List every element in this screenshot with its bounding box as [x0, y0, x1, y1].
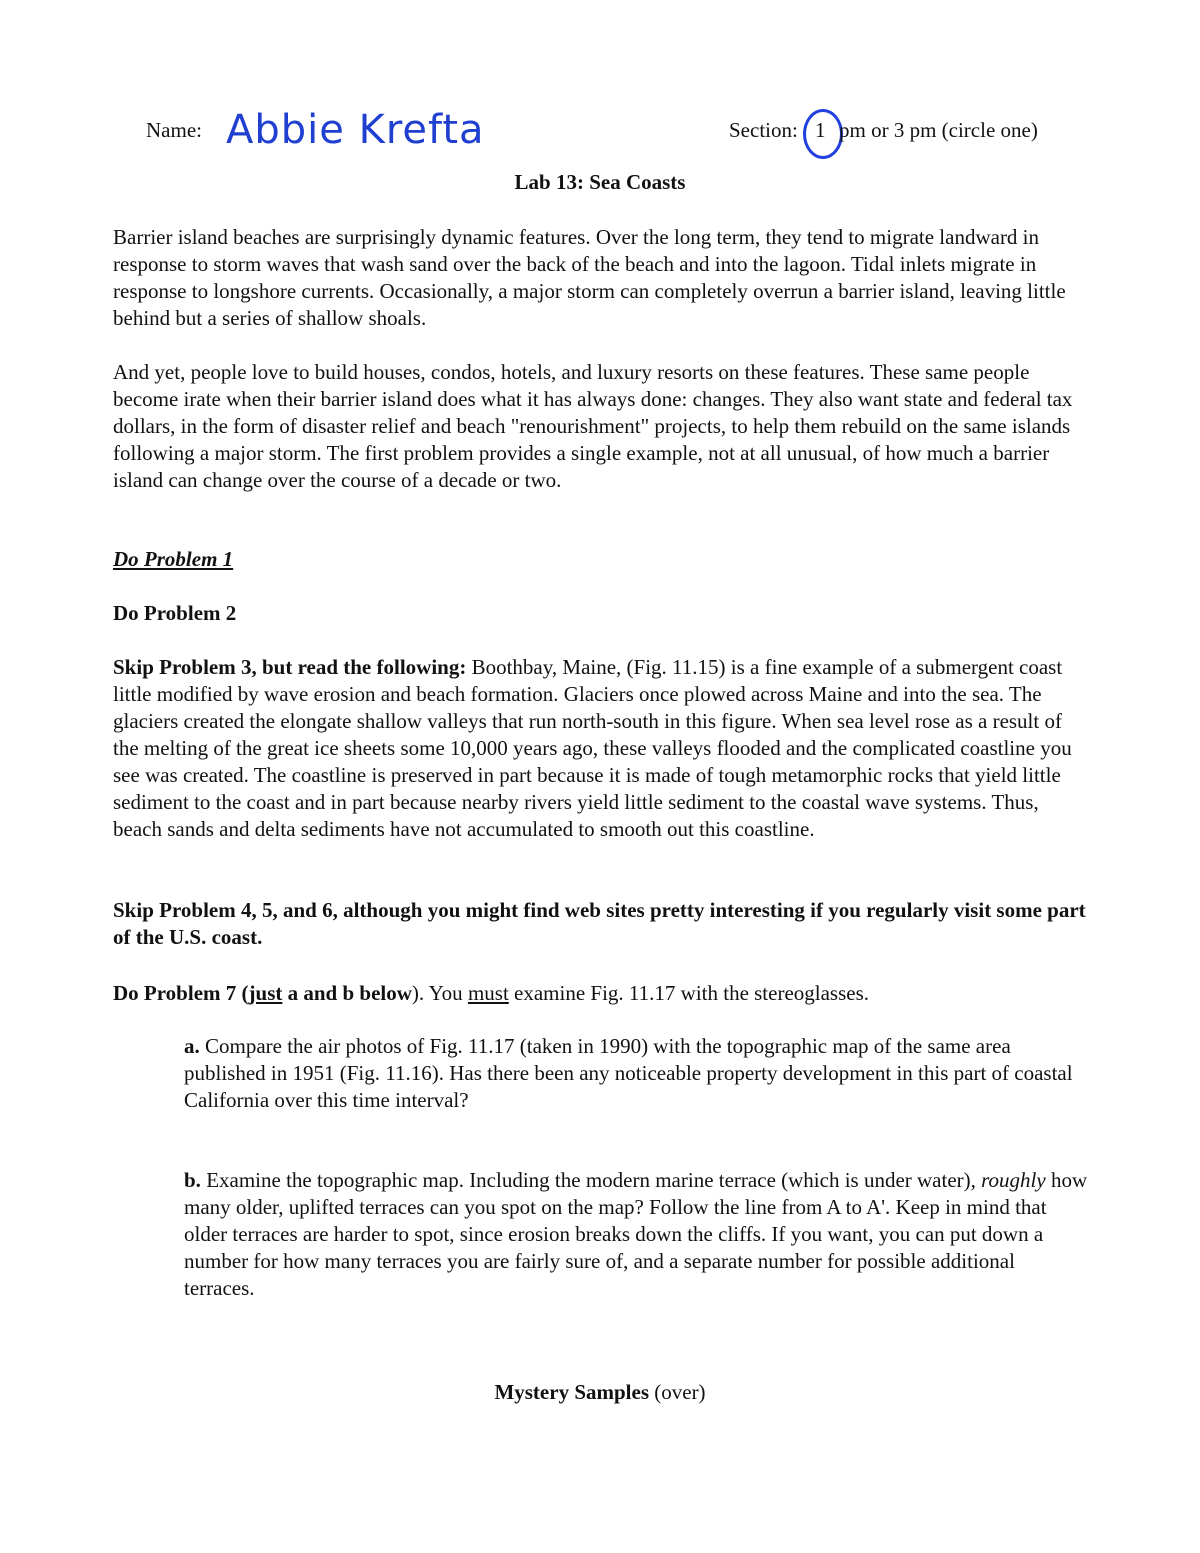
part-b-text-1: Examine the topographic map. Including the modern marine terrace (which is under water),: [200, 1168, 982, 1192]
part-a-text: Compare the air photos of Fig. 11.17 (taken in 1990) with the topographic map of the same area published in 1951 (Fig. 11.16). Has there been any noticeable property development in this part of coastal California over this time interval?: [184, 1034, 1073, 1112]
problem-7-just: just: [248, 981, 283, 1005]
footer-note: [0, 1379, 1200, 1406]
section-label: Section:: [729, 118, 798, 142]
handwritten-student-name: Abbie Krefta: [226, 107, 485, 153]
intro-paragraph-1: Barrier island beaches are surprisingly dynamic features. Over the long term, they tend to migrate landward in response to storm waves that wash sand over the back of the beach and into the lagoon. Tidal inlets migrate in response to longshore currents. Occasionally, a major storm can completely overrun a barrier island, leaving little behind but a series of shallow shoals.: [113, 225, 1066, 330]
problem-7-lead-2: a and b below: [282, 981, 412, 1005]
problem-1-heading: Do Problem 1: [113, 547, 234, 571]
footer-bold: Mystery Samples: [494, 1380, 649, 1404]
problem-456-note: Skip Problem 4, 5, and 6, although you might find web sites pretty interesting if you regularly visit some part of the U.S. coast.: [113, 898, 1086, 949]
problem-2-heading: Do Problem 2: [113, 601, 237, 625]
section-options-text: pm or 3 pm (circle one): [839, 118, 1038, 142]
part-b-label: b.: [184, 1168, 201, 1192]
part-b-paragraph: [184, 1167, 1089, 1302]
intro-paragraph-2: And yet, people love to build houses, condos, hotels, and luxury resorts on these features. These same people become irate when their barrier island does what it has always done: changes. They also want state and federal tax dollars, in the form of disaster relief and beach "renourishment" projects, to help them rebuild on the same islands following a major storm. The first problem provides a single example, not at all unusual, of how much a barrier island can change over the course of a decade or two.: [113, 360, 1073, 492]
page-title: Lab 13: Sea Coasts: [514, 170, 686, 194]
problem-7-lead: Do Problem 7 (: [113, 981, 249, 1005]
problem-7-must: must: [467, 981, 509, 1005]
problem-3-text: Boothbay, Maine, (Fig. 11.15) is a fine example of a submergent coast little modified by wave erosion and beach formation. Glaciers once plowed across Maine and into the sea. The glaciers created the elongate shallow valleys that run north-south in this figure. When sea level rose as a result of the melting of the great ice sheets some 10,000 years ago, these valleys flooded and the complicated coastline you see was created. The coastline is preserved in part because it is made of tough metamorphic rocks that yield little sediment to the coast and in part because nearby rivers yield little sediment to the coastal wave systems. Thus, beach sands and delta sediments have not accumulated to smooth out this coastline.: [113, 655, 1072, 841]
part-b-text-2: how many older, uplifted terraces can you spot on the map? Follow the line from A to A'. Keep in mind that older terraces are harder to spot, since erosion breaks down the cliffs. If you want, you can put down a number for how many terraces you are fairly sure of, and a separate number for possible additional terraces.: [184, 1168, 1088, 1300]
problem-7-paragraph: [113, 980, 1088, 1007]
problem-7-rest: examine Fig. 11.17 with the stereoglasses.: [508, 981, 870, 1005]
section-option-1: 1: [815, 118, 826, 142]
part-a-label: a.: [184, 1034, 200, 1058]
part-b-roughly: roughly: [981, 1168, 1046, 1192]
part-a-paragraph: [184, 1033, 1089, 1114]
problem-3-lead: Skip Problem 3, but read the following:: [113, 655, 467, 679]
handwritten-circle-mark: [803, 109, 843, 159]
problem-7-close: ). You: [411, 981, 468, 1005]
problem-3-paragraph: [113, 654, 1088, 843]
name-label: Name:: [146, 118, 202, 142]
footer-rest: (over): [649, 1380, 706, 1404]
